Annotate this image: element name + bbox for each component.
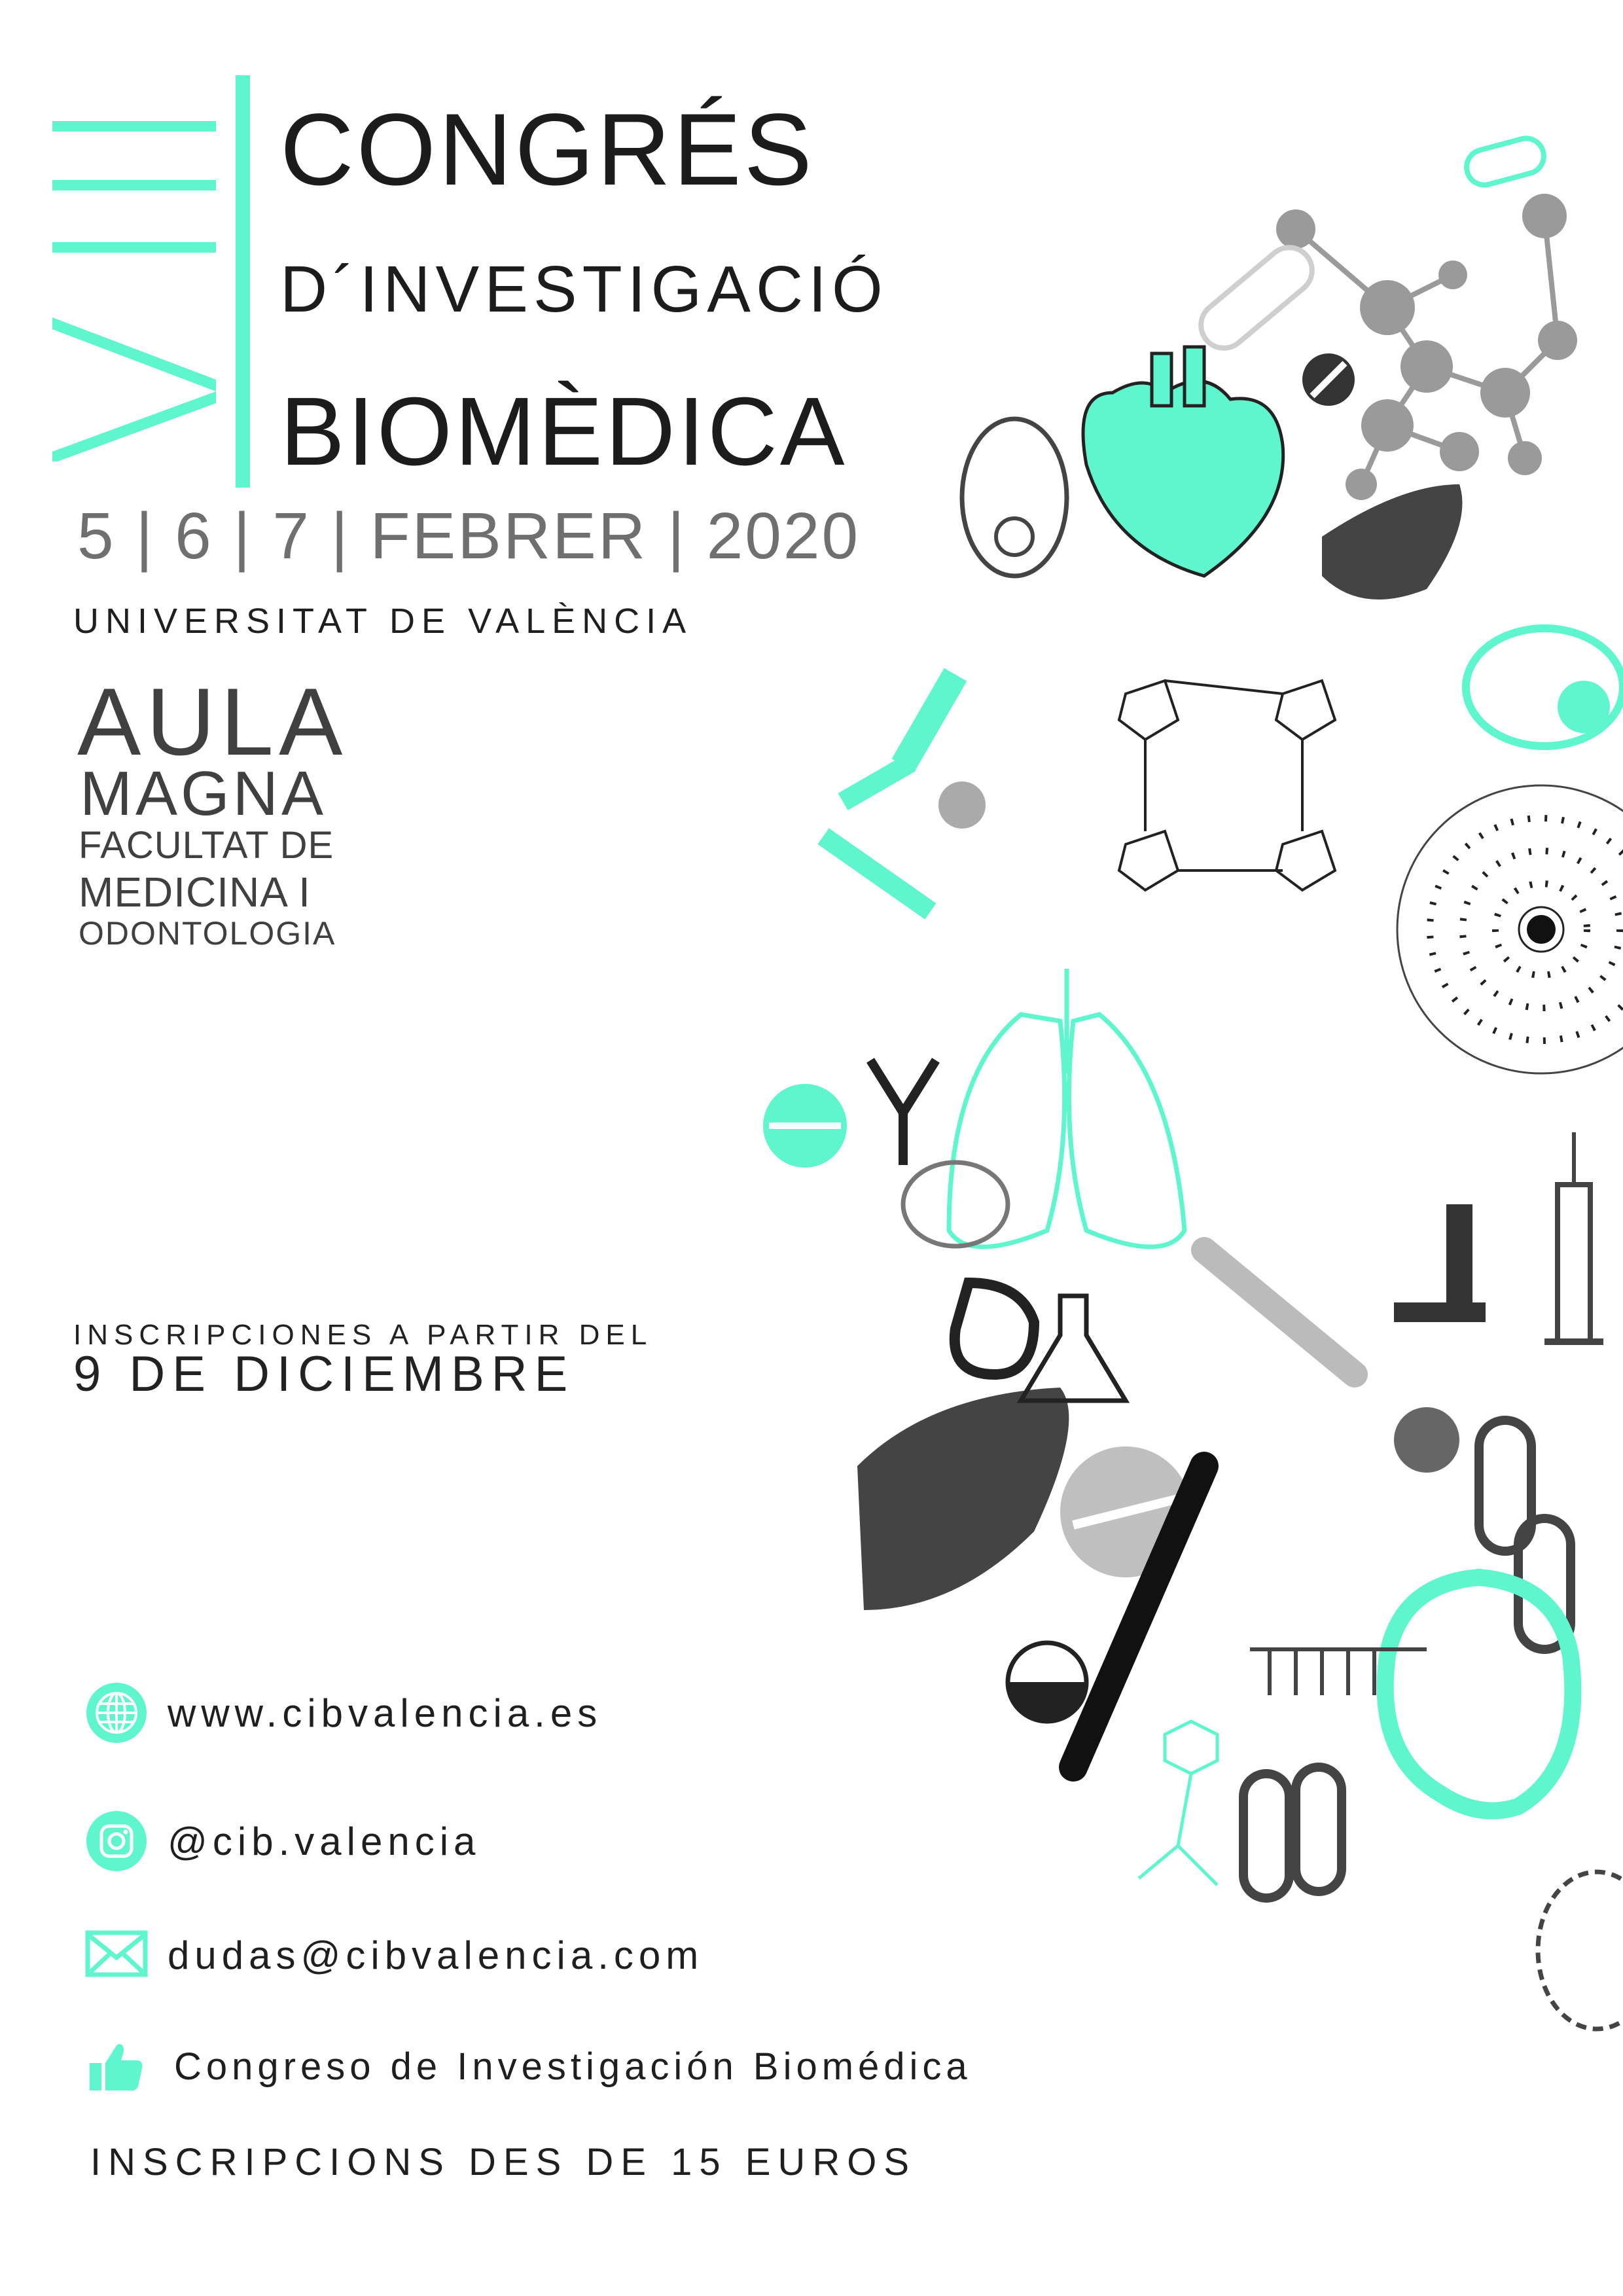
bone-gray-icon xyxy=(1204,1250,1355,1374)
biomedical-illustration xyxy=(733,118,1623,2081)
venue-line-3: FACULTAT DE xyxy=(79,824,334,867)
syringe-icon xyxy=(1544,1132,1603,1342)
university-name: UNIVERSITAT DE VALÈNCIA xyxy=(73,601,693,641)
envelope-icon xyxy=(85,1924,148,1986)
facebook-page[interactable]: Congreso de Investigación Biomédica xyxy=(174,2045,972,2088)
venue-line-5: ODONTOLOGIA xyxy=(79,915,336,952)
microscope-dark-icon xyxy=(1394,1204,1486,1322)
contact-email[interactable] xyxy=(85,1922,704,1988)
pill-gray-icon xyxy=(938,781,986,829)
venue-line-1: AULA xyxy=(77,668,348,775)
contact-web[interactable] xyxy=(85,1680,602,1746)
liver-dark-icon xyxy=(1322,484,1462,600)
porphyrin-structure xyxy=(1119,681,1335,890)
title-line-3: BIOMÈDICA xyxy=(280,378,847,486)
capsule-icon xyxy=(1463,134,1548,188)
contact-instagram[interactable] xyxy=(85,1808,480,1874)
chromosome-dark-icon xyxy=(1243,1420,1571,1898)
venue-line-2: MAGNA xyxy=(80,759,327,829)
thumbs-up-icon xyxy=(85,2035,148,2098)
flask-icon xyxy=(1021,1296,1126,1401)
tablet-gray-icon xyxy=(1394,1407,1459,1473)
registration-price: INSCRIPCIONS DES DE 15 EUROS xyxy=(90,2141,916,2183)
pill-icon xyxy=(1302,353,1355,406)
tubes-row-icon xyxy=(1250,1649,1427,1695)
molecule-icon xyxy=(1276,194,1577,500)
antibody-icon xyxy=(870,1060,936,1165)
globe-icon xyxy=(85,1681,148,1744)
brain-gray-icon xyxy=(903,1162,1008,1246)
cell-dashed-icon xyxy=(1538,1872,1623,2029)
round-flask-icon xyxy=(1008,1643,1086,1721)
brain-accent-icon xyxy=(1385,1577,1573,1811)
liver-large-icon xyxy=(857,1388,1069,1610)
virus-icon xyxy=(1139,1721,1217,1885)
instagram-icon xyxy=(85,1810,148,1873)
chromosome-outline-icon xyxy=(1192,238,1321,357)
website-link[interactable]: www.cibvalencia.es xyxy=(168,1691,603,1735)
title-line-2: D´INVESTIGACIÓ xyxy=(280,253,888,326)
atom-target-icon xyxy=(1397,785,1623,1073)
cell-icon xyxy=(1466,628,1623,746)
drop-icon xyxy=(955,1283,1034,1374)
registration-line-1: INSCRIPCIONES A PARTIR DEL xyxy=(73,1319,653,1351)
title-accent-bar xyxy=(236,75,250,488)
pill-round-icon xyxy=(763,1084,847,1168)
registration-date: 9 DE DICIEMBRE xyxy=(73,1346,575,1402)
title-line-1: CONGRÉS xyxy=(280,93,815,207)
instagram-handle[interactable]: @cib.valencia xyxy=(168,1819,481,1863)
heart-organ-icon xyxy=(1083,347,1283,576)
event-dates: 5 | 6 | 7 | FEBRER | 2020 xyxy=(77,499,861,573)
edition-roman-numeral xyxy=(52,121,216,461)
venue-line-4: MEDICINA I xyxy=(79,869,311,916)
lungs-icon xyxy=(949,969,1185,1247)
email-link[interactable]: dudas@cibvalencia.com xyxy=(168,1933,704,1977)
bacteria-icon xyxy=(962,419,1067,576)
